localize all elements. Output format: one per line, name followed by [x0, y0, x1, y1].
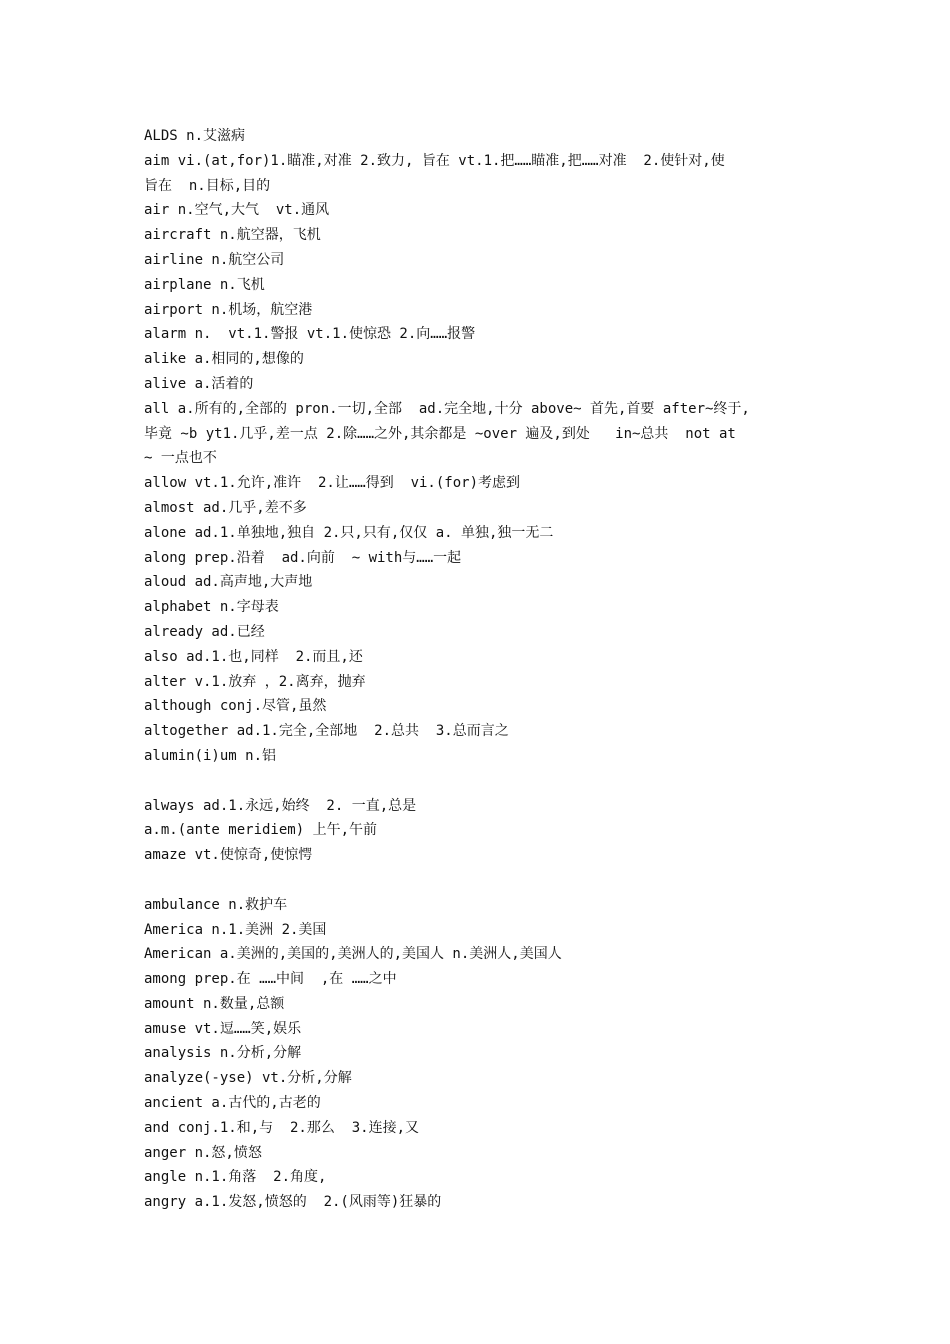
entry-line: allow vt.1.允许,准许 2.让……得到 vi.(for)考虑到 — [144, 475, 521, 492]
entry-line: also ad.1.也,同样 2.而且,还 — [144, 648, 363, 665]
entry-line: alive a.活着的 — [144, 375, 254, 392]
entry-line: along prep.沿着 ad.向前 ~ with与……一起 — [144, 549, 462, 566]
vocabulary-page — [144, 124, 814, 1215]
entry-line: amaze vt.使惊奇,使惊愕 — [144, 847, 313, 864]
entry-line: 旨在 n.目标,目的 — [144, 177, 271, 194]
entry-line: although conj.尽管,虽然 — [144, 698, 327, 715]
entry-line: all a.所有的,全部的 pron.一切,全部 ad.完全地,十分 above~ 首先,首要 after~终于, — [144, 400, 750, 417]
entry-line: ancient a.古代的,古老的 — [144, 1095, 321, 1112]
entry-line: amount n.数量,总额 — [144, 995, 285, 1012]
entry-line: alphabet n.字母表 — [144, 599, 279, 616]
entry-line: angry a.1.发怒,愤怒的 2.(风雨等)狂暴的 — [144, 1194, 442, 1211]
entry-line: altogether ad.1.完全,全部地 2.总共 3.总而言之 — [144, 723, 509, 740]
entry-line: alone ad.1.单独地,独自 2.只,只有,仅仅 a. 单独,独一无二 — [144, 524, 554, 541]
entry-line: airplane n.飞机 — [144, 276, 265, 293]
entry-line: ambulance n.救护车 — [144, 896, 288, 913]
entry-line: alumin(i)um n.铝 — [144, 747, 277, 764]
entry-line: ALDS n.艾滋病 — [144, 128, 246, 144]
entry-line: America n.1.美洲 2.美国 — [144, 921, 327, 938]
entry-line: aircraft n.航空器，飞机 — [144, 227, 321, 244]
entry-line: analyze(-yse) vt.分析,分解 — [144, 1070, 352, 1087]
entry-line: among prep.在 ……中间 ,在 ……之中 — [144, 971, 397, 988]
entry-line: airline n.航空公司 — [144, 251, 285, 268]
entry-line: American a.美洲的,美国的,美洲人的,美国人 n.美洲人,美国人 — [144, 946, 562, 963]
blank-line — [144, 769, 814, 794]
entry-line: and conj.1.和,与 2.那么 3.连接,又 — [144, 1119, 420, 1136]
entry-line: 毕竟 ~b yt1.几乎,差一点 2.除……之外,其余都是 ~over 遍及,到处 in~总共 not at — [144, 425, 736, 442]
entry-line: almost ad.几乎,差不多 — [144, 499, 307, 516]
entry-line: analysis n.分析,分解 — [144, 1045, 302, 1062]
entry-line: amuse vt.逗……笑,娱乐 — [144, 1020, 302, 1037]
entry-line: angle n.1.角落 2.角度, — [144, 1169, 327, 1186]
entry-line: airport n.机场，航空港 — [144, 301, 313, 318]
entry-line: aim vi.(at,for)1.瞄准,对准 2.致力, 旨在 vt.1.把……瞄准,把……对准 2.使针对,使 — [144, 152, 725, 169]
entry-line: anger n.怒,愤怒 — [144, 1144, 262, 1161]
entry-line: air n.空气,大气 vt.通风 — [144, 202, 330, 219]
entry-line: aloud ad.高声地,大声地 — [144, 574, 313, 591]
entry-line: alike a.相同的,想像的 — [144, 351, 304, 368]
entry-line: alter v.1.放弃 ，2.离弃，抛弃 — [144, 673, 366, 690]
entry-line: a.m.(ante meridiem) 上午,午前 — [144, 822, 378, 839]
entry-line: already ad.已经 — [144, 623, 265, 640]
entry-line: always ad.1.永远,始终 2. 一直,总是 — [144, 797, 417, 814]
entry-line: alarm n. vt.1.警报 vt.1.使惊恐 2.向……报警 — [144, 326, 476, 343]
entry-line: ~ 一点也不 — [144, 450, 217, 467]
blank-line — [144, 868, 814, 893]
